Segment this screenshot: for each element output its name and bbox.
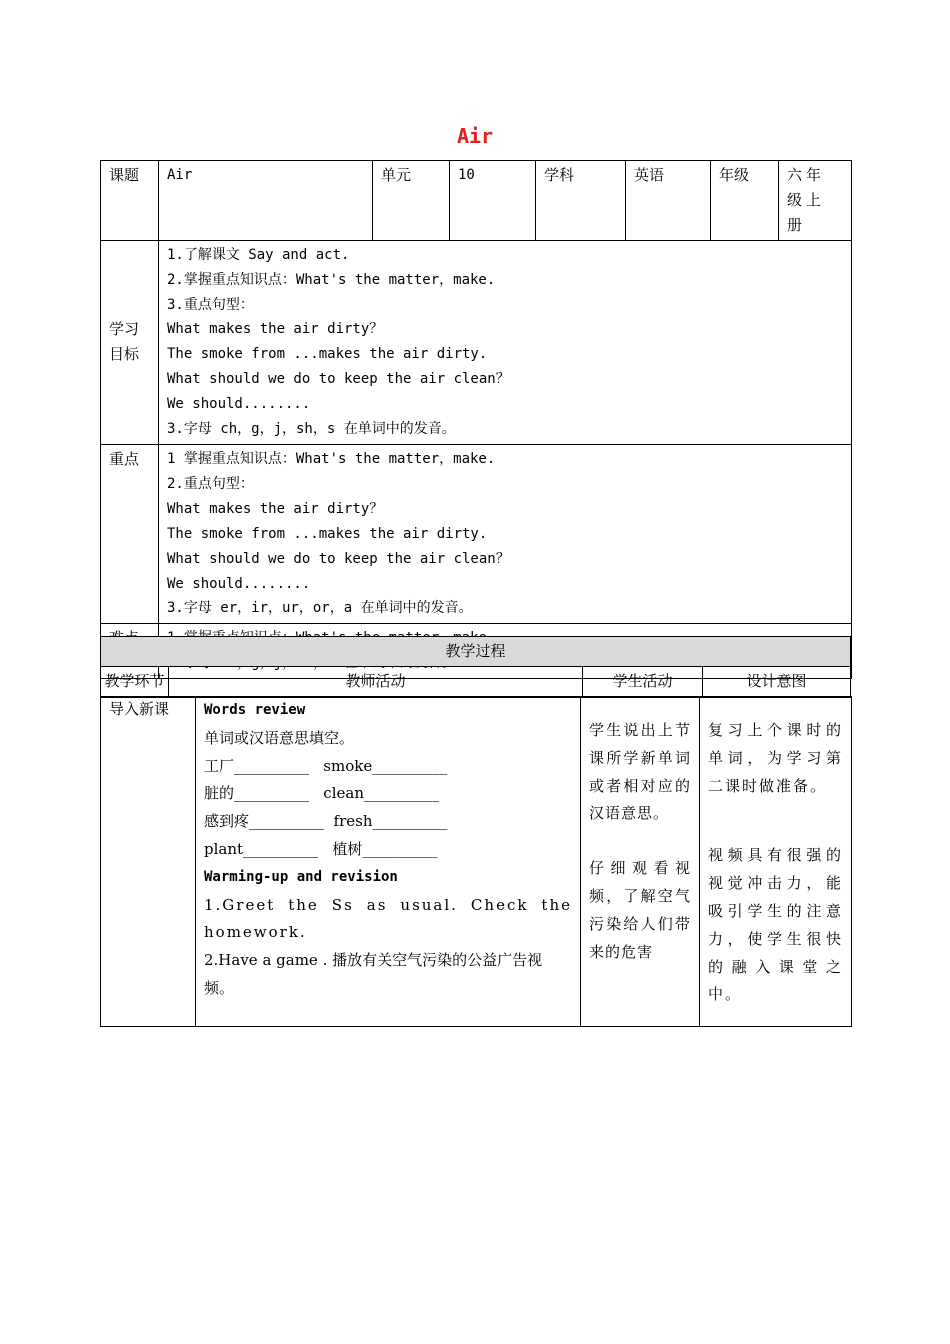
- process-header-table: [100, 636, 851, 698]
- design-intent-cell: [700, 697, 852, 1027]
- key-point-line: 2.重点句型：: [167, 475, 254, 492]
- student-activity-2: 仔细观看视频，了解空气污染给人们带来的危害: [589, 859, 691, 961]
- course-info-table: [100, 160, 852, 679]
- words-review-heading: Words review: [204, 702, 306, 718]
- goals-label-line-2: 目标: [109, 345, 140, 364]
- blank-line: plant__________ 植树__________: [204, 839, 438, 858]
- design-intent-1: 复习上个课时的单词，为学习第二课时做准备。: [708, 721, 843, 795]
- key-point-line: What makes the air dirty？: [167, 500, 384, 517]
- subject-value: 英语: [626, 161, 711, 241]
- key-point-line: What should we do to keep the air clean？: [167, 550, 510, 567]
- process-header: 教学过程: [101, 637, 851, 667]
- info-row: [101, 161, 852, 241]
- step-2-text: 2.Have a game . 播放有关空气污染的公益广告视频。: [204, 951, 543, 997]
- column-header-intent: 设计意图: [702, 667, 850, 697]
- goal-line: 1.了解课文 Say and act.: [167, 246, 350, 263]
- goals-label-line-1: 学习: [109, 320, 140, 339]
- key-points-label: 重点: [101, 444, 159, 623]
- goal-line: 3.字母 ch，g，j，sh，s 在单词中的发音。: [167, 421, 456, 438]
- student-activity-cell: [581, 697, 700, 1027]
- subject-label: 学科: [536, 161, 626, 241]
- topic-label: 课题: [101, 161, 159, 241]
- key-points-content: [159, 444, 852, 623]
- goal-line: 3.重点句型：: [167, 296, 254, 313]
- goal-line: 2.掌握重点知识点：What's the matter，make.: [167, 271, 496, 288]
- column-header-teacher: 教师活动: [168, 667, 582, 697]
- process-table: [100, 696, 852, 1027]
- teacher-activity-cell: [196, 697, 581, 1027]
- goal-line: What should we do to keep the air clean？: [167, 371, 510, 388]
- key-point-line: The smoke from ...makes the air dirty.: [167, 525, 488, 542]
- unit-value: 10: [450, 161, 536, 241]
- student-activity-1: 学生说出上节课所学新单词或者相对应的汉语意思。: [589, 721, 691, 823]
- key-point-line: 1 掌握重点知识点：What's the matter，make.: [167, 450, 496, 467]
- blank-line: 感到疼__________ fresh__________: [204, 812, 448, 831]
- blank-line: 脏的__________ clean__________: [204, 784, 439, 803]
- goals-content: [159, 240, 852, 444]
- stage-cell: 导入新课: [101, 697, 196, 1027]
- design-intent-2: 视频具有很强的视觉冲击力，能吸引学生的注意力，使学生很快的融入课堂之中。: [708, 846, 843, 1004]
- column-header-row: [101, 667, 851, 698]
- key-point-line: 3.字母 er，ir，ur，or，a 在单词中的发音。: [167, 600, 473, 617]
- column-header-stage: 教学环节: [104, 672, 165, 690]
- instruction-text: 单词或汉语意思填空。: [204, 728, 355, 747]
- grade-label: 年级: [711, 161, 779, 241]
- blank-line: 工厂__________ smoke__________: [204, 756, 448, 775]
- goals-label: [101, 240, 159, 444]
- goal-line: The smoke from ...makes the air dirty.: [167, 346, 488, 363]
- grade-value: 六年级上册: [779, 161, 852, 241]
- goals-row: [101, 240, 852, 444]
- key-point-line: We should........: [167, 575, 311, 592]
- process-header-row: [101, 637, 851, 667]
- topic-value: Air: [159, 161, 373, 241]
- document-title: Air: [456, 124, 494, 148]
- step-1-text: 1.Greet the Ss as usual. Check the homework.: [204, 895, 572, 942]
- unit-label: 单元: [373, 161, 450, 241]
- column-header-student: 学生活动: [582, 667, 702, 697]
- goal-line: We should........: [167, 396, 311, 413]
- warming-up-heading: Warming-up and revision: [204, 868, 398, 885]
- goal-line: What makes the air dirty？: [167, 321, 384, 338]
- key-points-row: [101, 444, 852, 623]
- process-row: [101, 697, 852, 1027]
